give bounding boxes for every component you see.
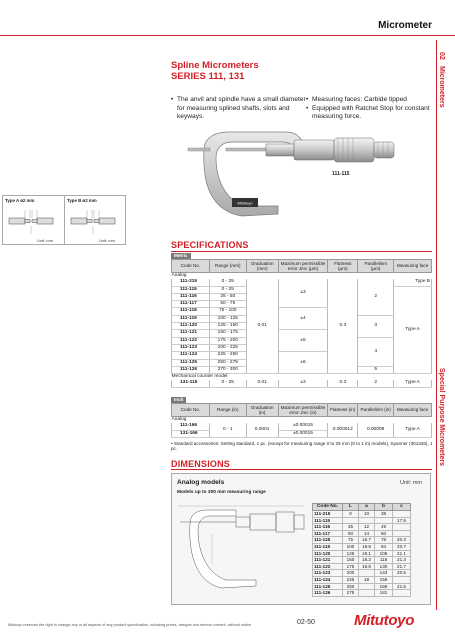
bullet-left-1: The anvil and spindle have a small diameter [177, 96, 306, 103]
range-cell: 250 - 275 [209, 359, 246, 366]
graduation-merged: 0.01 [246, 279, 278, 373]
table-row [313, 530, 411, 537]
code-cell: 111-166 [172, 423, 210, 430]
group-mechanical: Mechanical counter model [171, 374, 228, 380]
table-row [313, 563, 411, 570]
specifications-heading: SPECIFICATIONS [171, 240, 249, 250]
dim-code-cell: 111-123 [313, 570, 343, 577]
bullet-left-2: for measuring splined shafts, slots and [177, 104, 290, 112]
dim-a-cell: 18 [359, 576, 375, 583]
range-cell: 0 - 25 [209, 286, 246, 293]
dim-rule [171, 469, 432, 470]
bullet-left-3: keyways. [177, 113, 205, 121]
dim-a-cell [359, 570, 375, 577]
range-cell: 175 - 200 [209, 337, 246, 344]
dim-b-cell: 156 [375, 576, 393, 583]
dim-c-cell: 17.5 [393, 517, 411, 524]
code-cell: 111-122 [172, 337, 210, 344]
dim-box-title: Analog models [177, 479, 225, 486]
product-title-line2: SERIES 111, 131 [171, 71, 245, 82]
code-cell: 111-121 [172, 330, 210, 337]
col-code: Code No. [172, 404, 210, 417]
dim-col-code: Code No. [313, 504, 343, 511]
dim-l-cell: 25 [343, 524, 359, 531]
table-row [313, 537, 411, 544]
range-cell: 25 - 50 [209, 293, 246, 300]
flatness-merged: 0.000012 [328, 423, 358, 437]
dim-code-cell: 111-121 [313, 557, 343, 564]
dim-c-cell: 21.3 [393, 557, 411, 564]
dim-code-cell: 111-124 [313, 576, 343, 583]
dim-code-cell: 111-120 [313, 550, 343, 557]
dim-c-cell [393, 576, 411, 583]
parallelism-merged-a: 2 [358, 279, 394, 315]
dim-code-cell: 111-119 [313, 543, 343, 550]
dim-a-cell: 19.1 [359, 550, 375, 557]
graduation-cell: 0.01 [246, 380, 278, 387]
side-index-bar [436, 40, 437, 610]
col-flatness: Flatness (µm) [328, 260, 358, 273]
dim-l-cell: 200 [343, 570, 359, 577]
dim-code-cell: 111-215 [313, 511, 343, 518]
spec-rule [171, 251, 432, 252]
dim-col-a: a [359, 504, 375, 511]
code-cell: 111-124 [172, 352, 210, 359]
dim-l-cell: 100 [343, 543, 359, 550]
metric-spec-table [171, 259, 432, 388]
error-merged-d: ±6 [278, 352, 328, 374]
table-row [313, 511, 411, 518]
code-cell: 131-115 [172, 380, 210, 387]
bullet-right-1: Measuring faces: Carbide tipped [312, 96, 407, 103]
col-face: Measuring face [394, 404, 432, 417]
code-cell: 111-120 [172, 323, 210, 330]
dim-a-cell: 10 [359, 511, 375, 518]
product-title [171, 60, 259, 82]
table-row [313, 557, 411, 564]
dim-c-cell: 20.7 [393, 543, 411, 550]
dim-col-l: L [343, 504, 359, 511]
dim-a-cell: 14 [359, 530, 375, 537]
dim-code-cell: 111-116 [313, 524, 343, 531]
code-cell: 111-117 [172, 301, 210, 308]
type-b-label: Type B ø2 mm [67, 198, 97, 203]
error-merged-c: ±5 [278, 330, 328, 352]
table-row [313, 576, 411, 583]
range-cell: 0 - 25 [209, 380, 246, 387]
table-row [313, 550, 411, 557]
inch-tag: Inch [171, 397, 186, 403]
dim-unit: Unit: mm [400, 480, 422, 486]
error-cell: ±0.00015 [278, 423, 328, 430]
dim-l-cell: 125 [343, 550, 359, 557]
range-cell: 0 - 25 [209, 279, 246, 286]
header-rule [0, 35, 455, 36]
bullet-right-2: Equipped with Ratchet Stop for constant [312, 104, 430, 112]
col-parallelism: Parallelism (in) [358, 404, 394, 417]
dim-b-cell: 130 [375, 563, 393, 570]
dim-b-cell: 49 [375, 524, 393, 531]
dimensions-table [312, 503, 411, 597]
dimensions-heading: DIMENSIONS [171, 459, 231, 469]
range-cell: 75 - 100 [209, 308, 246, 315]
dim-l-cell: 150 [343, 557, 359, 564]
side-label-special: Special Purpose Micrometers [438, 368, 445, 467]
range-cell: 100 - 125 [209, 315, 246, 322]
dim-a-cell: 18.6 [359, 543, 375, 550]
dim-a-cell: 18.2 [359, 557, 375, 564]
dim-a-cell: 16.8 [359, 563, 375, 570]
graduation-merged: 0.0001 [246, 423, 278, 437]
inch-spec-table [171, 403, 432, 438]
table-row [313, 590, 411, 597]
table-row [172, 380, 432, 387]
dim-b-cell: 38 [375, 511, 393, 518]
flatness-cell: 0.3 [328, 380, 358, 387]
code-cell: 131-166 [172, 430, 210, 437]
dim-b-cell: 79 [375, 537, 393, 544]
page-number: 02-50 [297, 619, 315, 626]
parallelism-merged-c: 4 [358, 337, 394, 366]
error-cell: ±3 [278, 380, 328, 387]
dim-code-cell: 111-115 [313, 517, 343, 524]
table-row [313, 570, 411, 577]
code-cell: 111-115 [172, 286, 210, 293]
group-analog: Analog [171, 417, 187, 422]
col-range: Range (mm) [209, 260, 246, 273]
type-a-unit: Unit: mm [37, 238, 53, 243]
product-title-line1: Spline Micrometers [171, 60, 259, 71]
col-range: Range (in) [209, 404, 246, 417]
error-merged-b: ±4 [278, 308, 328, 330]
section-title-micrometer: Micrometer [378, 20, 432, 31]
type-diagrams [3, 204, 125, 238]
type-a-label: Type A ø2 mm [5, 198, 35, 203]
code-cell: 111-125 [172, 359, 210, 366]
flatness-merged: 0.3 [328, 279, 358, 373]
dim-col-b: b [375, 504, 393, 511]
dim-c-cell [393, 524, 411, 531]
face-merged: Type A [394, 423, 432, 437]
col-code: Code No. [172, 260, 210, 273]
product-image-label: 111-115 [332, 171, 350, 177]
dim-code-cell: 111-122 [313, 563, 343, 570]
group-analog: Analog [171, 273, 187, 278]
dim-l-cell: 275 [343, 590, 359, 597]
dim-l-cell: 0 [343, 511, 359, 518]
dim-c-cell [393, 511, 411, 518]
dim-a-cell [359, 590, 375, 597]
dim-c-cell: 20.3 [393, 537, 411, 544]
code-cell: 111-215 [172, 279, 210, 286]
range-cell: 200 - 225 [209, 344, 246, 351]
dim-a-cell: 16.7 [359, 537, 375, 544]
dim-l-cell: 50 [343, 530, 359, 537]
face-cell: Type A [394, 380, 432, 387]
range-cell: 50 - 75 [209, 301, 246, 308]
dim-a-cell [359, 583, 375, 590]
face-cell: Type B [394, 279, 432, 286]
table-row [313, 524, 411, 531]
spline-micrometer-illustration [186, 128, 426, 228]
dim-l-cell: 250 [343, 583, 359, 590]
dimension-drawing [176, 504, 310, 600]
code-cell: 111-116 [172, 293, 210, 300]
dim-c-cell [393, 530, 411, 537]
range-cell: 270 - 300 [209, 366, 246, 373]
dim-l-cell [343, 517, 359, 524]
error-cell: ±0.00015 [278, 430, 328, 437]
col-parallelism: Parallelism (µm) [358, 260, 394, 273]
range-cell: 125 - 150 [209, 323, 246, 330]
dim-box-subtitle: Models up to 300 mm measuring range [177, 490, 266, 495]
parallelism-cell: 5 [358, 366, 394, 373]
dim-a-cell: 12 [359, 524, 375, 531]
error-merged-a: ±3 [278, 279, 328, 308]
dim-c-cell: 20.5 [393, 570, 411, 577]
metric-tag: Metric [171, 253, 191, 259]
dim-col-c: c [393, 504, 411, 511]
dim-b-cell: 118 [375, 557, 393, 564]
dim-b-cell: 106 [375, 550, 393, 557]
dim-c-cell: 21.7 [393, 563, 411, 570]
range-cell: 150 - 175 [209, 330, 246, 337]
dim-b-cell [375, 517, 393, 524]
bullets-right: • Measuring faces: Carbide tipped • Equipped with Ratchet Stop for constant measuring force. [306, 96, 430, 121]
dim-l-cell: 75 [343, 537, 359, 544]
face-merged: Type A [394, 286, 432, 374]
dim-a-cell [359, 517, 375, 524]
side-label-micrometers: Micrometers [438, 66, 445, 108]
code-cell: 111-126 [172, 366, 210, 373]
dim-c-cell: 21.5 [393, 583, 411, 590]
dim-b-cell: 169 [375, 583, 393, 590]
mitutoyo-logo: Mitutoyo [354, 612, 415, 629]
col-flatness: Flatness (in) [328, 404, 358, 417]
dimensions-box [171, 473, 431, 605]
col-error: Maximum permissible error Jmc (in) [278, 404, 328, 417]
dim-b-cell: 60 [375, 530, 393, 537]
col-face: Measuring face [394, 260, 432, 273]
table-row [172, 423, 432, 430]
code-cell: 111-118 [172, 308, 210, 315]
col-error: Maximum permissible error Jmc (µm) [278, 260, 328, 273]
range-merged: 0 - 1 [209, 423, 246, 437]
dim-b-cell: 94 [375, 543, 393, 550]
bullet-right-3: measuring force. [312, 113, 362, 121]
parallelism-merged-b: 3 [358, 315, 394, 337]
type-b-unit: Unit: mm [99, 238, 115, 243]
dim-code-cell: 111-117 [313, 530, 343, 537]
table-row [313, 583, 411, 590]
code-cell: 111-119 [172, 315, 210, 322]
table-row [313, 517, 411, 524]
table-row [172, 279, 432, 286]
code-cell: 111-123 [172, 344, 210, 351]
table-row [313, 543, 411, 550]
dim-l-cell: 225 [343, 576, 359, 583]
dim-b-cell: 143 [375, 570, 393, 577]
range-cell: 225 - 250 [209, 352, 246, 359]
dim-code-cell: 111-118 [313, 537, 343, 544]
col-graduation: Graduation (in) [246, 404, 278, 417]
dim-c-cell [393, 590, 411, 597]
dim-c-cell: 21.1 [393, 550, 411, 557]
svg-text:Mitutoyo: Mitutoyo [237, 200, 253, 206]
dim-b-cell: 181 [375, 590, 393, 597]
measuring-face-types [2, 195, 126, 245]
col-graduation: Graduation (mm) [246, 260, 278, 273]
dim-l-cell: 175 [343, 563, 359, 570]
parallelism-merged: 0.00008 [358, 423, 394, 437]
dim-code-cell: 111-125 [313, 583, 343, 590]
dim-code-cell: 111-126 [313, 590, 343, 597]
side-page-code: 02 [438, 52, 445, 60]
bullets-left: • The anvil and spindle have a small diameter for measuring splined shafts, slots and keyways. [171, 96, 306, 121]
accessories-note: • Standard accessories: Setting standard, 1 pc. (except for measuring range 0 to 25 mm (0 to 1 in) models), Spanner (301336), 1 pc. [171, 441, 433, 451]
footer-disclaimer: Mitutoyo reserves the right to change any or all aspects of any product specification, including prices, designs and service content, without notice. [8, 623, 252, 627]
parallelism-cell: 2 [358, 380, 394, 387]
